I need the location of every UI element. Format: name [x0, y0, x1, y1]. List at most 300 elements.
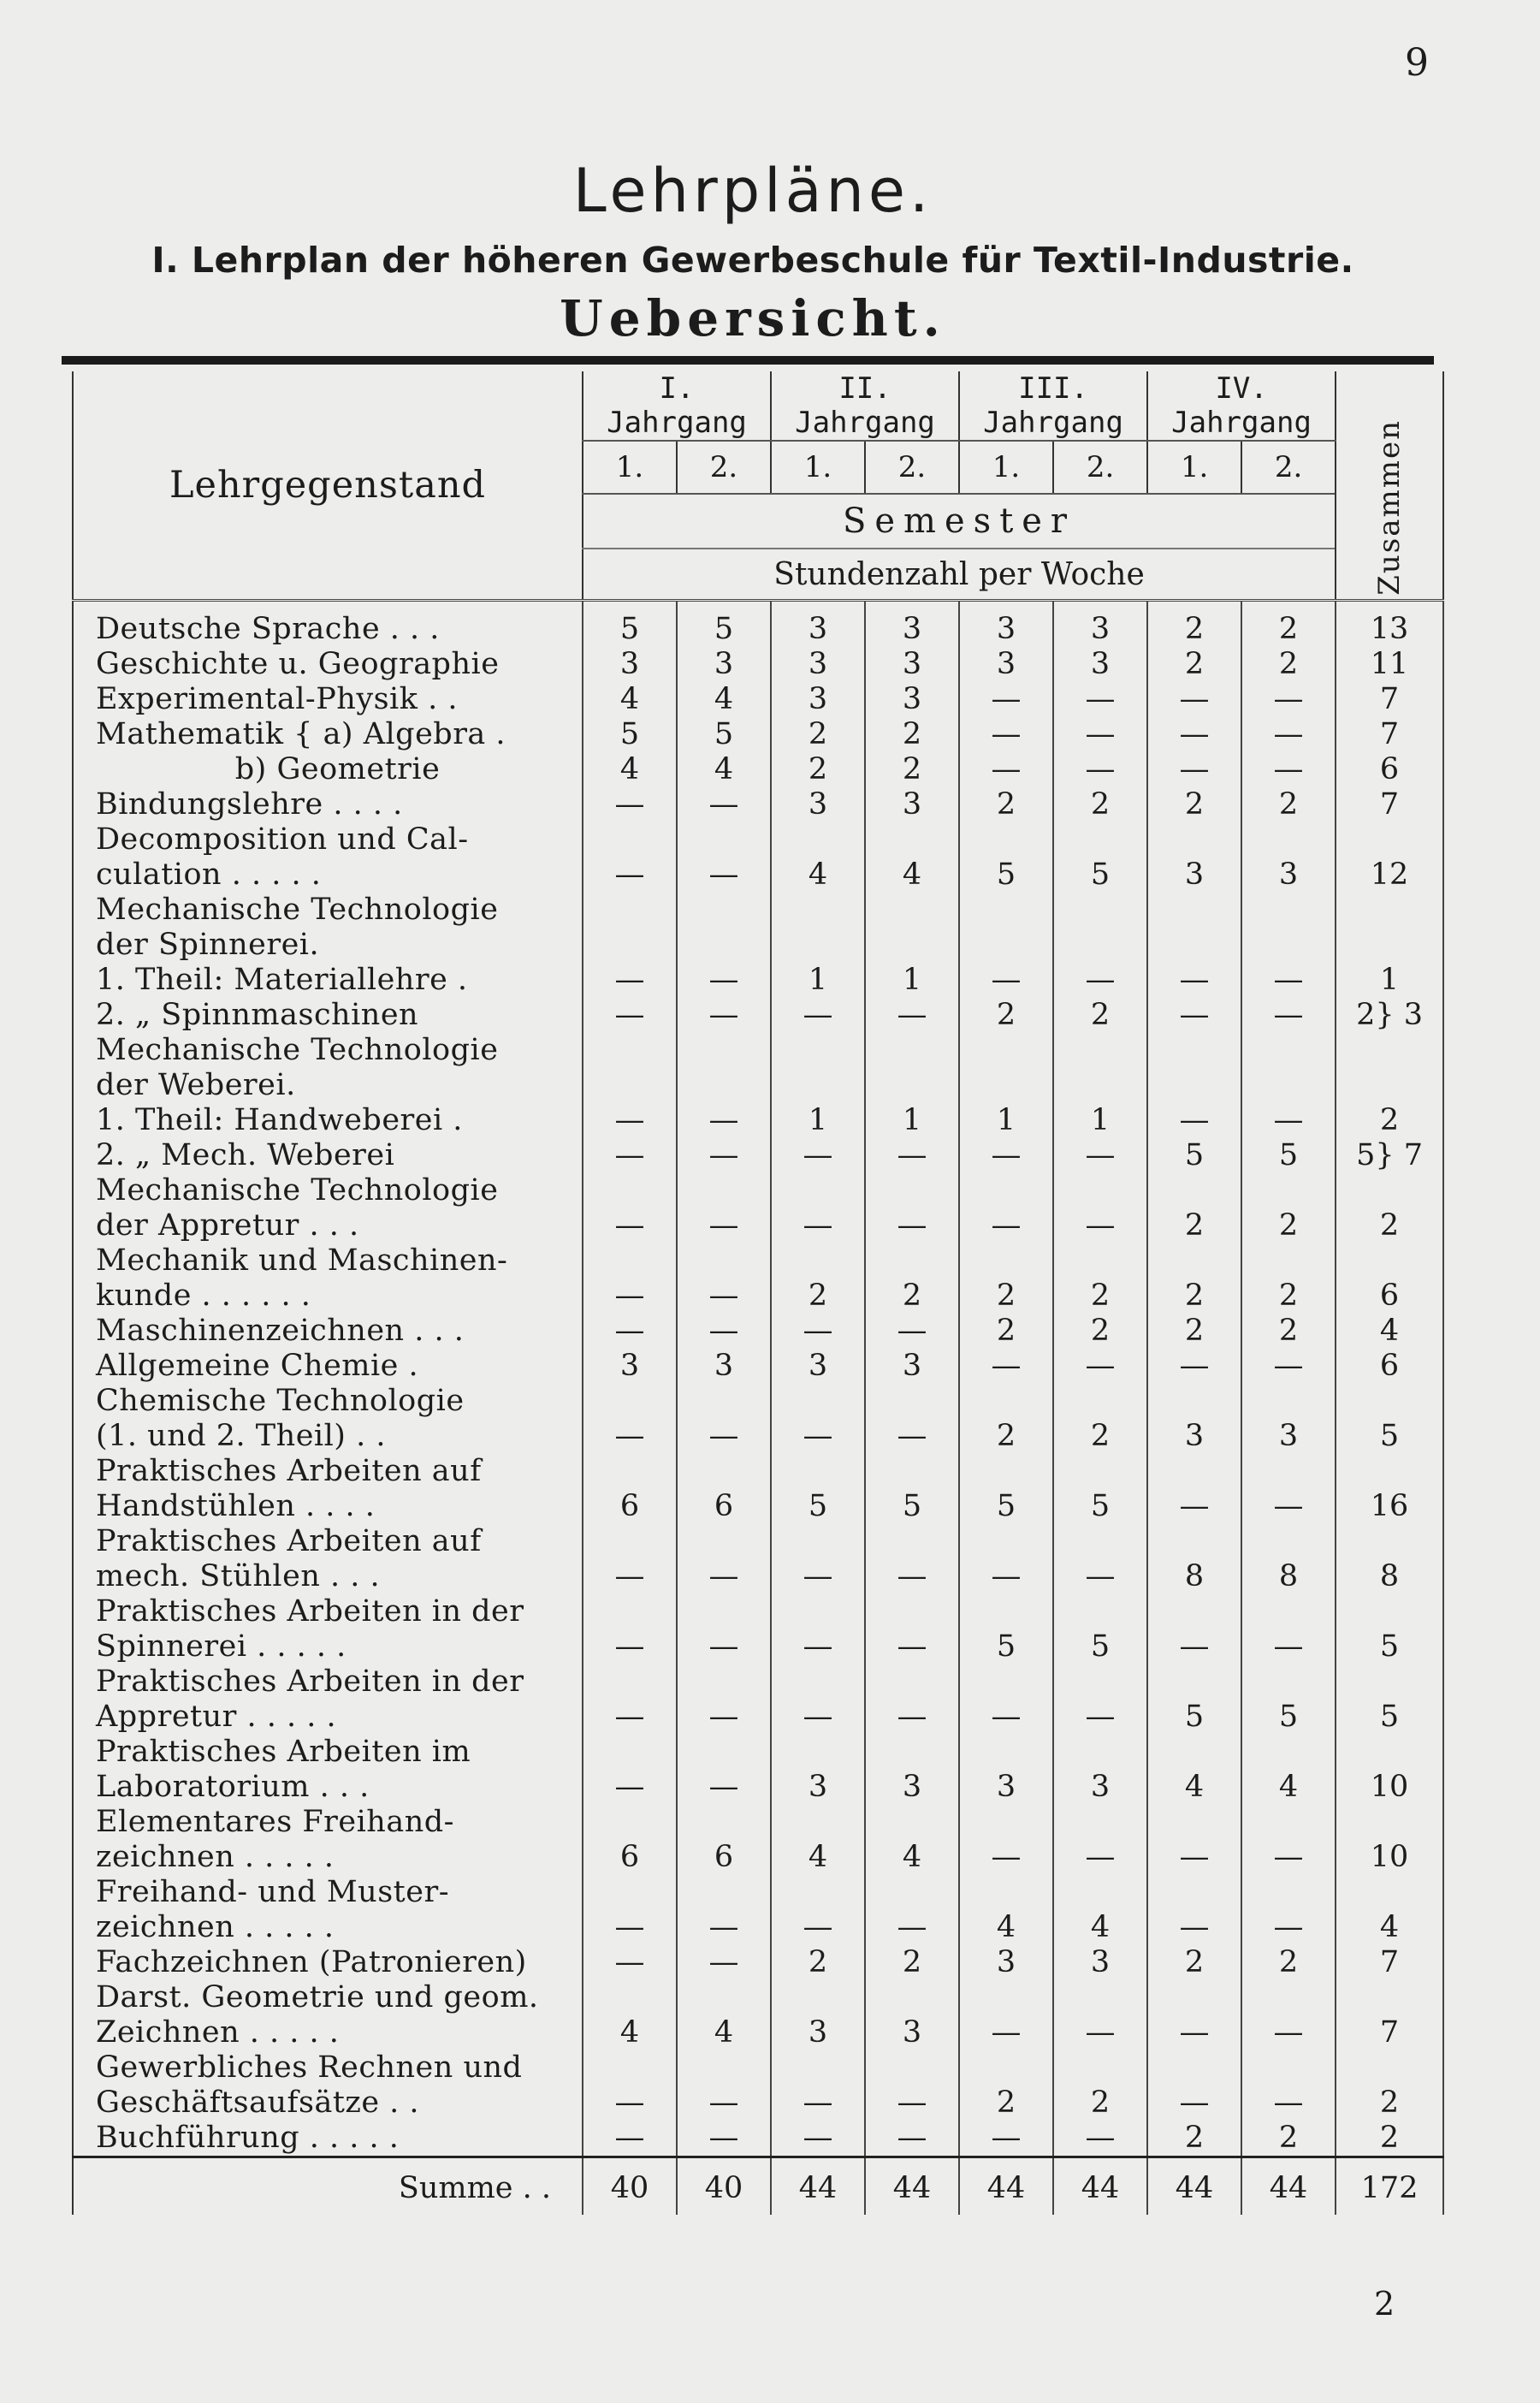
- hours-cell: —: [677, 2050, 771, 2121]
- hours-cell: —: [583, 1384, 677, 1454]
- hours-cell: —: [677, 1594, 771, 1664]
- hours-cell: 2: [1053, 1384, 1147, 1454]
- hours-cell: 2: [865, 1945, 959, 1980]
- hours-cell: 4: [771, 1805, 865, 1875]
- hours-cell: —: [959, 1138, 1053, 1173]
- page-number: 9: [1405, 41, 1429, 85]
- table-row: [73, 998, 1443, 1033]
- hours-cell: —: [865, 1173, 959, 1243]
- hours-cell: —: [1053, 1524, 1147, 1594]
- hours-cell: 5: [959, 1454, 1053, 1524]
- hours-cell: [677, 893, 771, 963]
- hours-cell: —: [677, 1173, 771, 1243]
- hours-cell: 3: [1053, 612, 1147, 647]
- hours-cell: —: [1147, 998, 1241, 1033]
- hours-cell: 2: [771, 717, 865, 752]
- table-row: [73, 1524, 1443, 1594]
- row-total-cell: 6: [1336, 752, 1443, 787]
- hours-cell: —: [677, 1243, 771, 1314]
- hours-cell: —: [1147, 1103, 1241, 1138]
- hours-cell: —: [1147, 963, 1241, 998]
- hours-cell: 3: [771, 1735, 865, 1805]
- hours-cell: 1: [771, 1103, 865, 1138]
- hours-cell: —: [677, 1664, 771, 1735]
- row-total-cell: 11: [1336, 647, 1443, 682]
- hours-cell: —: [1053, 963, 1147, 998]
- subject-cell: Buchführung . . . . .: [73, 2121, 583, 2157]
- hours-cell: —: [771, 1138, 865, 1173]
- table-row: [73, 893, 1443, 963]
- hours-cell: —: [771, 1524, 865, 1594]
- hours-cell: [1241, 1033, 1336, 1103]
- subject-cell: Praktisches Arbeiten auf mech. Stühlen . . .: [73, 1524, 583, 1594]
- subject-cell: Elementares Freihand- zeichnen . . . . .: [73, 1805, 583, 1875]
- hours-cell: 3: [583, 647, 677, 682]
- subject-cell: Freihand- und Muster- zeichnen . . . . .: [73, 1875, 583, 1945]
- table-row: [73, 963, 1443, 998]
- hours-cell: —: [1241, 963, 1336, 998]
- hours-cell: 4: [583, 1980, 677, 2050]
- hours-cell: —: [583, 1735, 677, 1805]
- hours-cell: [771, 893, 865, 963]
- hours-cell: —: [1053, 1980, 1147, 2050]
- hours-cell: —: [583, 963, 677, 998]
- hours-cell: 3: [959, 1945, 1053, 1980]
- semester-number: 2.: [1053, 441, 1147, 494]
- hours-cell: 1: [865, 1103, 959, 1138]
- hours-cell: [583, 893, 677, 963]
- hours-cell: —: [865, 1314, 959, 1349]
- table-footer: [73, 2157, 1443, 2216]
- hours-cell: 5: [771, 1454, 865, 1524]
- hours-cell: —: [1147, 1980, 1241, 2050]
- hours-cell: 3: [677, 647, 771, 682]
- hours-cell: —: [1053, 2121, 1147, 2157]
- hours-cell: 2: [865, 717, 959, 752]
- hours-cell: 3: [1053, 1735, 1147, 1805]
- table-row: [73, 1314, 1443, 1349]
- row-total-cell: 4: [1336, 1314, 1443, 1349]
- subject-cell: Maschinenzeichnen . . .: [73, 1314, 583, 1349]
- hours-cell: 4: [1147, 1735, 1241, 1805]
- table-row: [73, 1173, 1443, 1243]
- sum-row: [73, 2157, 1443, 2216]
- hours-cell: 3: [1147, 1384, 1241, 1454]
- row-total-cell: 2: [1336, 2121, 1443, 2157]
- hours-cell: 4: [583, 682, 677, 717]
- hours-cell: 2: [1241, 647, 1336, 682]
- hours-cell: 3: [1241, 1384, 1336, 1454]
- row-total-cell: 5: [1336, 1594, 1443, 1664]
- hours-cell: 2: [1147, 1314, 1241, 1349]
- hours-cell: —: [959, 963, 1053, 998]
- hours-cell: 2: [959, 998, 1053, 1033]
- hours-cell: 5: [1241, 1664, 1336, 1735]
- hours-cell: —: [677, 787, 771, 822]
- hours-cell: 3: [771, 682, 865, 717]
- hours-cell: —: [677, 1524, 771, 1594]
- hours-cell: —: [583, 1524, 677, 1594]
- hours-cell: —: [1053, 1805, 1147, 1875]
- page-subtitle: I. Lehrplan der höheren Gewerbeschule für Textil-Industrie.: [151, 240, 1354, 281]
- hours-cell: 4: [1241, 1735, 1336, 1805]
- year-header: IV. Jahrgang: [1147, 371, 1336, 441]
- page-title: Lehrpläne.: [572, 156, 933, 226]
- hours-cell: —: [1241, 1594, 1336, 1664]
- hours-cell: —: [865, 998, 959, 1033]
- hours-cell: 1: [959, 1103, 1053, 1138]
- row-total-cell: 16: [1336, 1454, 1443, 1524]
- row-total-cell: 5} 7: [1336, 1138, 1443, 1173]
- hours-cell: —: [865, 1594, 959, 1664]
- hours-cell: 1: [865, 963, 959, 998]
- row-total-cell: 5: [1336, 1664, 1443, 1735]
- subject-cell: Gewerbliches Rechnen und Geschäftsaufsätze . .: [73, 2050, 583, 2121]
- hours-cell: —: [677, 1138, 771, 1173]
- hours-cell: 5: [1241, 1138, 1336, 1173]
- row-total-cell: 7: [1336, 787, 1443, 822]
- hours-cell: [865, 893, 959, 963]
- sum-cell: 40: [677, 2157, 771, 2216]
- hours-cell: 4: [677, 1980, 771, 2050]
- hours-cell: 4: [677, 752, 771, 787]
- hours-cell: —: [1241, 682, 1336, 717]
- hours-cell: —: [1147, 752, 1241, 787]
- semester-number: 2.: [677, 441, 771, 494]
- hours-cell: 2: [1147, 1945, 1241, 1980]
- hours-cell: 3: [865, 1349, 959, 1384]
- year-header: III. Jahrgang: [959, 371, 1147, 441]
- hours-cell: [1053, 893, 1147, 963]
- table-row: [73, 682, 1443, 717]
- hours-cell: 8: [1147, 1524, 1241, 1594]
- hours-cell: —: [1241, 717, 1336, 752]
- hours-cell: —: [959, 1664, 1053, 1735]
- hours-cell: —: [583, 998, 677, 1033]
- hours-cell: 5: [959, 822, 1053, 893]
- hours-cell: 3: [1053, 647, 1147, 682]
- subject-cell: 1. Theil: Handweberei .: [73, 1103, 583, 1138]
- hours-cell: 5: [1053, 1454, 1147, 1524]
- table-row: [73, 1735, 1443, 1805]
- row-total-cell: 7: [1336, 1980, 1443, 2050]
- table-row: [73, 1875, 1443, 1945]
- hours-cell: 2: [771, 752, 865, 787]
- hours-cell: [1241, 893, 1336, 963]
- hours-cell: —: [677, 2121, 771, 2157]
- hours-cell: —: [677, 1384, 771, 1454]
- hours-cell: 3: [865, 787, 959, 822]
- hours-cell: 3: [865, 1735, 959, 1805]
- row-total-cell: 7: [1336, 1945, 1443, 1980]
- hours-cell: 2: [959, 1243, 1053, 1314]
- header-separator: [73, 601, 1443, 613]
- sum-cell: 44: [771, 2157, 865, 2216]
- hours-cell: 3: [959, 647, 1053, 682]
- hours-cell: —: [1241, 1980, 1336, 2050]
- row-total-cell: 4: [1336, 1875, 1443, 1945]
- subject-cell: 2. „ Mech. Weberei: [73, 1138, 583, 1173]
- hours-cell: 2: [771, 1945, 865, 1980]
- table-row: [73, 1945, 1443, 1980]
- hours-cell: —: [1053, 752, 1147, 787]
- hours-cell: [865, 1033, 959, 1103]
- table-row: [73, 1243, 1443, 1314]
- hours-cell: —: [677, 963, 771, 998]
- subject-cell: Mechanische Technologie der Appretur . . .: [73, 1173, 583, 1243]
- hours-cell: 1: [1053, 1103, 1147, 1138]
- hours-cell: 6: [583, 1805, 677, 1875]
- hours-cell: —: [1241, 1103, 1336, 1138]
- hours-cell: —: [959, 682, 1053, 717]
- subject-cell: Mechanische Technologie der Weberei.: [73, 1033, 583, 1103]
- table-row: [73, 2050, 1443, 2121]
- hours-cell: —: [771, 2050, 865, 2121]
- hours-cell: 5: [1147, 1664, 1241, 1735]
- hours-cell: —: [771, 1384, 865, 1454]
- table-header: [73, 371, 1443, 612]
- subject-cell: Darst. Geometrie und geom. Zeichnen . . . . .: [73, 1980, 583, 2050]
- hours-cell: 3: [677, 1349, 771, 1384]
- hours-cell: —: [1147, 717, 1241, 752]
- hours-cell: —: [583, 2121, 677, 2157]
- printer-signature: 2: [1374, 2285, 1395, 2323]
- hours-cell: 2: [1147, 2121, 1241, 2157]
- subject-cell: Experimental-Physik . .: [73, 682, 583, 717]
- hours-cell: —: [1053, 1664, 1147, 1735]
- hours-cell: [1147, 1033, 1241, 1103]
- hours-cell: —: [583, 787, 677, 822]
- row-total-cell: [1336, 1033, 1443, 1103]
- subject-cell: Praktisches Arbeiten auf Handstühlen . . . .: [73, 1454, 583, 1524]
- hours-cell: —: [1053, 682, 1147, 717]
- subject-cell: Deutsche Sprache . . .: [73, 612, 583, 647]
- hours-cell: 2: [959, 1384, 1053, 1454]
- table-row: [73, 1980, 1443, 2050]
- row-total-cell: [1336, 893, 1443, 963]
- subject-cell: b) Geometrie: [73, 752, 583, 787]
- hours-cell: 3: [771, 647, 865, 682]
- hours-cell: —: [865, 1664, 959, 1735]
- hours-cell: —: [865, 2050, 959, 2121]
- table-row: [73, 2121, 1443, 2157]
- sum-total-cell: 172: [1336, 2157, 1443, 2216]
- hours-cell: [583, 1033, 677, 1103]
- subject-cell: Geschichte u. Geographie: [73, 647, 583, 682]
- sum-cell: 44: [1147, 2157, 1241, 2216]
- hours-cell: 2: [1241, 787, 1336, 822]
- sum-cell: 44: [959, 2157, 1053, 2216]
- subject-cell: 2. „ Spinnmaschinen: [73, 998, 583, 1033]
- table-row: [73, 822, 1443, 893]
- subject-cell: Mathematik { a) Algebra .: [73, 717, 583, 752]
- hours-cell: —: [959, 752, 1053, 787]
- semester-number: 1.: [771, 441, 865, 494]
- hours-cell: —: [959, 1173, 1053, 1243]
- hours-cell: —: [1147, 1349, 1241, 1384]
- semester-number: 1.: [959, 441, 1053, 494]
- hours-cell: —: [959, 717, 1053, 752]
- row-total-cell: 5: [1336, 1384, 1443, 1454]
- hours-cell: 3: [771, 1349, 865, 1384]
- semester-number: 2.: [1241, 441, 1336, 494]
- hours-cell: —: [1053, 1349, 1147, 1384]
- semester-number: 1.: [583, 441, 677, 494]
- hours-cell: 3: [1147, 822, 1241, 893]
- hours-cell: 4: [677, 682, 771, 717]
- hours-cell: 2: [1053, 1243, 1147, 1314]
- hours-cell: 5: [865, 1454, 959, 1524]
- year-header: II. Jahrgang: [771, 371, 959, 441]
- hours-cell: 3: [583, 1349, 677, 1384]
- row-total-cell: 2} 3: [1336, 998, 1443, 1033]
- hours-cell: 4: [771, 822, 865, 893]
- hours-cell: —: [677, 1875, 771, 1945]
- hours-cell: 2: [1147, 1173, 1241, 1243]
- hours-cell: —: [1147, 1805, 1241, 1875]
- hours-cell: 6: [677, 1805, 771, 1875]
- semester-label: Semester: [583, 494, 1336, 549]
- hours-cell: —: [865, 2121, 959, 2157]
- hours-cell: —: [583, 1173, 677, 1243]
- hours-cell: 4: [865, 1805, 959, 1875]
- hours-cell: 2: [1147, 1243, 1241, 1314]
- hours-cell: 6: [583, 1454, 677, 1524]
- hours-cell: 2: [1053, 1314, 1147, 1349]
- row-total-cell: 10: [1336, 1805, 1443, 1875]
- subject-cell: Allgemeine Chemie .: [73, 1349, 583, 1384]
- heading-rule: [62, 356, 1434, 365]
- table-row: [73, 752, 1443, 787]
- section-heading: Uebersicht.: [560, 289, 946, 347]
- hours-cell: 6: [677, 1454, 771, 1524]
- hours-cell: —: [1147, 2050, 1241, 2121]
- table-row: [73, 1384, 1443, 1454]
- table-row: [73, 1664, 1443, 1735]
- hours-cell: —: [1241, 1875, 1336, 1945]
- table-row: [73, 1138, 1443, 1173]
- hours-cell: —: [959, 1980, 1053, 2050]
- hours-per-week-label: Stundenzahl per Woche: [583, 549, 1336, 601]
- hours-cell: —: [1147, 682, 1241, 717]
- hours-cell: 3: [771, 787, 865, 822]
- hours-cell: —: [1241, 1805, 1336, 1875]
- row-total-cell: 7: [1336, 682, 1443, 717]
- row-total-cell: 7: [1336, 717, 1443, 752]
- hours-cell: 3: [1241, 822, 1336, 893]
- hours-cell: —: [583, 1945, 677, 1980]
- hours-cell: —: [677, 998, 771, 1033]
- hours-cell: —: [583, 1664, 677, 1735]
- hours-cell: 5: [1053, 822, 1147, 893]
- hours-cell: 3: [865, 682, 959, 717]
- hours-cell: —: [771, 1664, 865, 1735]
- semester-number: 2.: [865, 441, 959, 494]
- hours-cell: 3: [865, 647, 959, 682]
- subject-cell: Praktisches Arbeiten in der Spinnerei . . . . .: [73, 1594, 583, 1664]
- row-total-cell: 2: [1336, 1173, 1443, 1243]
- hours-cell: —: [865, 1524, 959, 1594]
- hours-cell: 2: [1241, 2121, 1336, 2157]
- hours-cell: 5: [677, 612, 771, 647]
- hours-cell: 2: [959, 2050, 1053, 2121]
- sum-label: Summe . .: [73, 2157, 583, 2216]
- subject-cell: Mechanische Technologie der Spinnerei.: [73, 893, 583, 963]
- hours-cell: —: [771, 1314, 865, 1349]
- table-row: [73, 1349, 1443, 1384]
- table-row: [73, 647, 1443, 682]
- hours-cell: —: [1147, 1454, 1241, 1524]
- subject-cell: Chemische Technologie (1. und 2. Theil) . .: [73, 1384, 583, 1454]
- curriculum-table: [72, 371, 1444, 2215]
- hours-cell: 2: [1053, 787, 1147, 822]
- year-header: I. Jahrgang: [583, 371, 771, 441]
- hours-cell: —: [677, 1945, 771, 1980]
- hours-cell: —: [1147, 1594, 1241, 1664]
- hours-cell: 2: [1147, 647, 1241, 682]
- sum-cell: 40: [583, 2157, 677, 2216]
- subject-cell: 1. Theil: Materiallehre .: [73, 963, 583, 998]
- row-total-cell: 2: [1336, 1103, 1443, 1138]
- hours-cell: 2: [1241, 1945, 1336, 1980]
- hours-cell: 2: [865, 1243, 959, 1314]
- hours-cell: —: [677, 822, 771, 893]
- hours-cell: [959, 893, 1053, 963]
- row-total-cell: 13: [1336, 612, 1443, 647]
- hours-cell: —: [959, 1805, 1053, 1875]
- hours-cell: 4: [583, 752, 677, 787]
- hours-cell: —: [865, 1875, 959, 1945]
- row-total-cell: 8: [1336, 1524, 1443, 1594]
- hours-cell: —: [1147, 1875, 1241, 1945]
- hours-cell: —: [583, 2050, 677, 2121]
- hours-cell: 3: [959, 612, 1053, 647]
- hours-cell: —: [1053, 1173, 1147, 1243]
- hours-cell: —: [677, 1314, 771, 1349]
- subject-cell: Fachzeichnen (Patronieren): [73, 1945, 583, 1980]
- hours-cell: 3: [865, 1980, 959, 2050]
- table-row: [73, 1454, 1443, 1524]
- table-row: [73, 1805, 1443, 1875]
- hours-cell: —: [1241, 752, 1336, 787]
- row-total-cell: 2: [1336, 2050, 1443, 2121]
- table-row: [73, 612, 1443, 647]
- subject-cell: Praktisches Arbeiten im Laboratorium . . .: [73, 1735, 583, 1805]
- row-total-cell: 6: [1336, 1349, 1443, 1384]
- table-row: [73, 1594, 1443, 1664]
- hours-cell: 5: [583, 612, 677, 647]
- hours-cell: 5: [1147, 1138, 1241, 1173]
- hours-cell: —: [1241, 1454, 1336, 1524]
- hours-cell: —: [583, 1594, 677, 1664]
- hours-cell: —: [583, 1314, 677, 1349]
- hours-cell: —: [771, 2121, 865, 2157]
- hours-cell: 2: [1241, 612, 1336, 647]
- row-total-cell: 10: [1336, 1735, 1443, 1805]
- subject-cell: Mechanik und Maschinen- kunde . . . . . .: [73, 1243, 583, 1314]
- hours-cell: 3: [771, 612, 865, 647]
- hours-cell: 5: [1053, 1594, 1147, 1664]
- hours-cell: 2: [1241, 1173, 1336, 1243]
- semester-number: 1.: [1147, 441, 1241, 494]
- hours-cell: —: [959, 2121, 1053, 2157]
- hours-cell: —: [583, 1243, 677, 1314]
- hours-cell: 2: [959, 1314, 1053, 1349]
- row-total-cell: 12: [1336, 822, 1443, 893]
- hours-cell: [1147, 893, 1241, 963]
- total-header-label: Zusammen: [1372, 419, 1407, 596]
- table-row: [73, 787, 1443, 822]
